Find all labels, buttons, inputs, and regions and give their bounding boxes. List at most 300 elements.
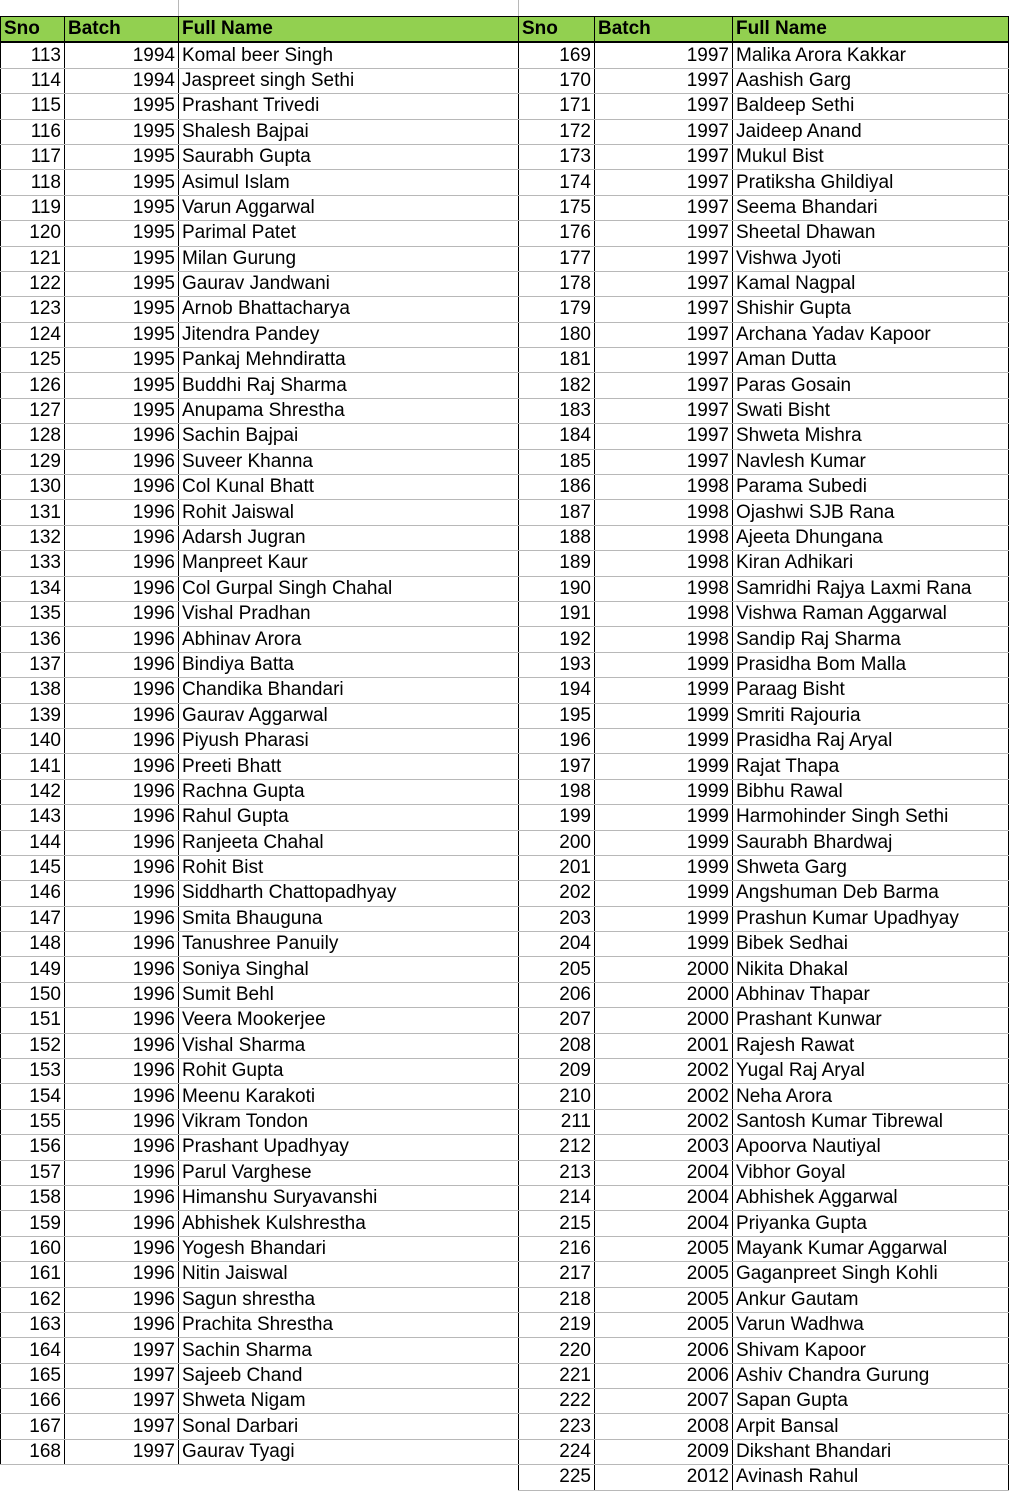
cell-batch[interactable]: 2003 [595,1135,733,1160]
cell-full-name[interactable]: Paras Gosain [733,373,1009,398]
cell-batch[interactable]: 1997 [65,1439,179,1464]
cell-full-name[interactable]: Harmohinder Singh Sethi [733,805,1009,830]
cell-full-name[interactable]: Parimal Patet [179,221,519,246]
cell-sno[interactable]: 215 [519,1211,595,1236]
cell-full-name[interactable]: Veera Mookerjee [179,1008,519,1033]
cell-batch[interactable]: 1996 [65,601,179,626]
cell-full-name[interactable]: Abhishek Kulshrestha [179,1211,519,1236]
cell-full-name[interactable]: Baldeep Sethi [733,94,1009,119]
cell-full-name[interactable]: Adarsh Jugran [179,525,519,550]
cell-batch[interactable]: 1998 [595,627,733,652]
cell-full-name[interactable]: Gaurav Tyagi [179,1439,519,1464]
cell-batch[interactable]: 2009 [595,1439,733,1464]
cell-sno[interactable]: 203 [519,906,595,931]
cell-sno[interactable]: 197 [519,754,595,779]
cell-sno[interactable]: 161 [1,1262,65,1287]
cell-full-name[interactable]: Parul Varghese [179,1160,519,1185]
cell-sno[interactable]: 172 [519,119,595,144]
cell-sno[interactable]: 120 [1,221,65,246]
cell-full-name[interactable]: Swati Bisht [733,398,1009,423]
cell-sno[interactable]: 225 [519,1465,595,1490]
header-sno[interactable]: Sno [1,17,65,43]
cell-batch[interactable]: 1995 [65,373,179,398]
cell-sno[interactable]: 191 [519,601,595,626]
cell-full-name[interactable]: Nitin Jaiswal [179,1262,519,1287]
cell-full-name[interactable]: Vishwa Jyoti [733,246,1009,271]
cell-full-name[interactable]: Prashant Trivedi [179,94,519,119]
cell-batch[interactable]: 1997 [595,144,733,169]
cell-batch[interactable]: 1994 [65,42,179,68]
cell-full-name[interactable]: Arpit Bansal [733,1414,1009,1439]
cell-full-name[interactable]: Aman Dutta [733,348,1009,373]
cell-sno[interactable]: 219 [519,1312,595,1337]
cell-sno[interactable]: 140 [1,728,65,753]
cell-full-name[interactable]: Dikshant Bhandari [733,1439,1009,1464]
cell-batch[interactable]: 1999 [595,830,733,855]
cell-sno[interactable]: 179 [519,297,595,322]
cell-batch[interactable]: 1997 [595,170,733,195]
cell-batch[interactable]: 1999 [595,779,733,804]
cell-batch[interactable]: 1995 [65,271,179,296]
cell-batch[interactable]: 1997 [65,1414,179,1439]
cell-full-name[interactable]: Col Kunal Bhatt [179,475,519,500]
cell-full-name[interactable]: Bibek Sedhai [733,932,1009,957]
cell-batch[interactable]: 1996 [65,805,179,830]
cell-full-name[interactable]: Prachita Shrestha [179,1312,519,1337]
cell-batch[interactable]: 2006 [595,1338,733,1363]
cell-batch[interactable]: 1999 [595,652,733,677]
cell-full-name[interactable]: Malika Arora Kakkar [733,42,1009,68]
cell-batch[interactable]: 1998 [595,525,733,550]
cell-sno[interactable]: 178 [519,271,595,296]
cell-batch[interactable]: 1996 [65,475,179,500]
cell-sno[interactable]: 199 [519,805,595,830]
cell-full-name[interactable]: Yogesh Bhandari [179,1236,519,1261]
cell-sno[interactable]: 182 [519,373,595,398]
cell-full-name[interactable]: Nikita Dhakal [733,957,1009,982]
cell-batch[interactable]: 1996 [65,500,179,525]
cell-batch[interactable]: 1997 [595,195,733,220]
cell-sno[interactable]: 149 [1,957,65,982]
cell-sno[interactable]: 151 [1,1008,65,1033]
cell-sno[interactable]: 214 [519,1185,595,1210]
cell-sno[interactable]: 150 [1,982,65,1007]
cell-sno[interactable]: 142 [1,779,65,804]
cell-batch[interactable]: 1996 [65,551,179,576]
cell-batch[interactable]: 1996 [65,728,179,753]
cell-sno[interactable]: 169 [519,42,595,68]
cell-sno[interactable]: 201 [519,855,595,880]
cell-sno[interactable]: 145 [1,855,65,880]
cell-batch[interactable]: 1996 [65,1236,179,1261]
cell-batch[interactable]: 1997 [595,68,733,93]
cell-sno[interactable]: 114 [1,68,65,93]
cell-full-name[interactable]: Shishir Gupta [733,297,1009,322]
cell-full-name[interactable]: Rohit Jaiswal [179,500,519,525]
cell-full-name[interactable]: Archana Yadav Kapoor [733,322,1009,347]
cell-full-name[interactable]: Samridhi Rajya Laxmi Rana [733,576,1009,601]
cell-batch[interactable]: 1998 [595,500,733,525]
cell-batch[interactable]: 2007 [595,1389,733,1414]
cell-batch[interactable]: 1996 [65,627,179,652]
cell-batch[interactable]: 2004 [595,1185,733,1210]
cell-sno[interactable]: 131 [1,500,65,525]
cell-full-name[interactable]: Abhinav Arora [179,627,519,652]
cell-full-name[interactable]: Sachin Bajpai [179,424,519,449]
cell-sno[interactable]: 162 [1,1287,65,1312]
cell-full-name[interactable]: Neha Arora [733,1084,1009,1109]
header-sno[interactable]: Sno [519,17,595,43]
cell-full-name[interactable]: Jitendra Pandey [179,322,519,347]
cell-batch[interactable]: 1996 [65,855,179,880]
cell-full-name[interactable]: Santosh Kumar Tibrewal [733,1109,1009,1134]
cell-batch[interactable]: 2005 [595,1287,733,1312]
cell-full-name[interactable]: Rohit Gupta [179,1059,519,1084]
cell-batch[interactable]: 1999 [595,703,733,728]
cell-batch[interactable]: 1999 [595,881,733,906]
cell-sno[interactable]: 168 [1,1439,65,1464]
cell-sno[interactable]: 135 [1,601,65,626]
cell-batch[interactable]: 1996 [65,932,179,957]
cell-full-name[interactable]: Jaspreet singh Sethi [179,68,519,93]
cell-batch[interactable]: 1996 [65,1033,179,1058]
cell-full-name[interactable]: Soniya Singhal [179,957,519,982]
cell-batch[interactable]: 1999 [595,805,733,830]
cell-sno[interactable]: 124 [1,322,65,347]
cell-full-name[interactable]: Vishal Pradhan [179,601,519,626]
cell-batch[interactable]: 1997 [595,297,733,322]
cell-batch[interactable]: 1995 [65,322,179,347]
cell-full-name[interactable]: Sachin Sharma [179,1338,519,1363]
cell-batch[interactable]: 1995 [65,195,179,220]
cell-full-name[interactable]: Navlesh Kumar [733,449,1009,474]
cell-batch[interactable]: 1997 [65,1338,179,1363]
cell-sno[interactable]: 156 [1,1135,65,1160]
cell-batch[interactable]: 1996 [65,1109,179,1134]
cell-sno[interactable]: 221 [519,1363,595,1388]
cell-batch[interactable]: 2005 [595,1312,733,1337]
cell-sno[interactable]: 146 [1,881,65,906]
cell-full-name[interactable]: Rajesh Rawat [733,1033,1009,1058]
cell-sno[interactable]: 222 [519,1389,595,1414]
cell-sno[interactable]: 190 [519,576,595,601]
cell-sno[interactable]: 129 [1,449,65,474]
cell-full-name[interactable]: Abhinav Thapar [733,982,1009,1007]
cell-full-name[interactable]: Pankaj Mehndiratta [179,348,519,373]
cell-sno[interactable]: 147 [1,906,65,931]
cell-full-name[interactable]: Vishwa Raman Aggarwal [733,601,1009,626]
cell-batch[interactable]: 1997 [595,94,733,119]
cell-full-name[interactable]: Bibhu Rawal [733,779,1009,804]
cell-sno[interactable]: 160 [1,1236,65,1261]
cell-sno[interactable]: 153 [1,1059,65,1084]
cell-sno[interactable]: 213 [519,1160,595,1185]
cell-sno[interactable]: 116 [1,119,65,144]
cell-sno[interactable]: 173 [519,144,595,169]
cell-sno[interactable]: 198 [519,779,595,804]
cell-batch[interactable]: 1995 [65,221,179,246]
cell-full-name[interactable]: Shweta Garg [733,855,1009,880]
cell-sno[interactable]: 174 [519,170,595,195]
cell-sno[interactable]: 167 [1,1414,65,1439]
header-full-name[interactable]: Full Name [179,17,519,43]
cell-full-name[interactable]: Asimul Islam [179,170,519,195]
cell-full-name[interactable]: Avinash Rahul [733,1465,1009,1490]
cell-sno[interactable]: 181 [519,348,595,373]
cell-sno[interactable]: 158 [1,1185,65,1210]
cell-full-name[interactable]: Gaurav Jandwani [179,271,519,296]
cell-full-name[interactable]: Tanushree Panuily [179,932,519,957]
cell-batch[interactable]: 2005 [595,1236,733,1261]
cell-full-name[interactable]: Saurabh Gupta [179,144,519,169]
cell-sno[interactable]: 141 [1,754,65,779]
cell-sno[interactable]: 159 [1,1211,65,1236]
cell-batch[interactable]: 2001 [595,1033,733,1058]
cell-sno[interactable]: 207 [519,1008,595,1033]
cell-batch[interactable]: 2004 [595,1211,733,1236]
cell-batch[interactable]: 1996 [65,1211,179,1236]
cell-batch[interactable]: 1995 [65,170,179,195]
cell-sno[interactable]: 218 [519,1287,595,1312]
cell-sno[interactable]: 143 [1,805,65,830]
cell-batch[interactable]: 1996 [65,1008,179,1033]
cell-full-name[interactable]: Piyush Pharasi [179,728,519,753]
cell-batch[interactable]: 1996 [65,881,179,906]
cell-sno[interactable]: 123 [1,297,65,322]
cell-batch[interactable]: 1996 [65,1185,179,1210]
cell-full-name[interactable]: Bindiya Batta [179,652,519,677]
cell-batch[interactable]: 1995 [65,246,179,271]
cell-sno[interactable]: 189 [519,551,595,576]
cell-full-name[interactable]: Gaganpreet Singh Kohli [733,1262,1009,1287]
cell-full-name[interactable]: Kiran Adhikari [733,551,1009,576]
cell-sno[interactable]: 152 [1,1033,65,1058]
cell-full-name[interactable]: Smita Bhauguna [179,906,519,931]
cell-batch[interactable]: 1996 [65,1287,179,1312]
cell-sno[interactable]: 117 [1,144,65,169]
cell-batch[interactable]: 1996 [65,830,179,855]
cell-batch[interactable]: 1996 [65,1312,179,1337]
cell-sno[interactable]: 176 [519,221,595,246]
cell-batch[interactable]: 1996 [65,652,179,677]
cell-full-name[interactable]: Komal beer Singh [179,42,519,68]
cell-batch[interactable]: 1995 [65,297,179,322]
cell-batch[interactable]: 1998 [595,551,733,576]
cell-full-name[interactable]: Yugal Raj Aryal [733,1059,1009,1084]
cell-batch[interactable]: 1995 [65,348,179,373]
cell-sno[interactable]: 166 [1,1389,65,1414]
cell-batch[interactable]: 1997 [595,348,733,373]
cell-batch[interactable]: 1997 [595,449,733,474]
cell-batch[interactable]: 1995 [65,144,179,169]
cell-sno[interactable]: 183 [519,398,595,423]
cell-full-name[interactable]: Vibhor Goyal [733,1160,1009,1185]
cell-full-name[interactable]: Prasidha Raj Aryal [733,728,1009,753]
cell-full-name[interactable]: Rajat Thapa [733,754,1009,779]
cell-batch[interactable]: 1999 [595,906,733,931]
cell-full-name[interactable]: Sandip Raj Sharma [733,627,1009,652]
cell-sno[interactable]: 164 [1,1338,65,1363]
cell-batch[interactable]: 1996 [65,957,179,982]
cell-full-name[interactable]: Prasidha Bom Malla [733,652,1009,677]
cell-batch[interactable]: 2006 [595,1363,733,1388]
cell-sno[interactable]: 184 [519,424,595,449]
cell-full-name[interactable]: Vishal Sharma [179,1033,519,1058]
cell-full-name[interactable]: Shalesh Bajpai [179,119,519,144]
cell-batch[interactable]: 1997 [595,221,733,246]
cell-sno[interactable]: 217 [519,1262,595,1287]
cell-full-name[interactable]: Smriti Rajouria [733,703,1009,728]
header-batch[interactable]: Batch [65,17,179,43]
cell-batch[interactable]: 1997 [595,398,733,423]
cell-sno[interactable]: 177 [519,246,595,271]
cell-full-name[interactable]: Preeti Bhatt [179,754,519,779]
cell-batch[interactable]: 1994 [65,68,179,93]
cell-full-name[interactable]: Milan Gurung [179,246,519,271]
cell-sno[interactable]: 175 [519,195,595,220]
cell-full-name[interactable]: Ankur Gautam [733,1287,1009,1312]
cell-sno[interactable]: 210 [519,1084,595,1109]
cell-batch[interactable]: 1999 [595,855,733,880]
cell-sno[interactable]: 192 [519,627,595,652]
cell-full-name[interactable]: Suveer Khanna [179,449,519,474]
cell-batch[interactable]: 2000 [595,957,733,982]
cell-sno[interactable]: 122 [1,271,65,296]
cell-batch[interactable]: 1999 [595,728,733,753]
cell-sno[interactable]: 157 [1,1160,65,1185]
cell-sno[interactable]: 128 [1,424,65,449]
cell-batch[interactable]: 1997 [595,424,733,449]
cell-sno[interactable]: 118 [1,170,65,195]
cell-sno[interactable]: 130 [1,475,65,500]
cell-batch[interactable]: 1996 [65,678,179,703]
cell-batch[interactable]: 2005 [595,1262,733,1287]
cell-full-name[interactable]: Vikram Tondon [179,1109,519,1134]
cell-full-name[interactable]: Ashiv Chandra Gurung [733,1363,1009,1388]
cell-sno[interactable]: 171 [519,94,595,119]
cell-full-name[interactable]: Buddhi Raj Sharma [179,373,519,398]
cell-sno[interactable]: 205 [519,957,595,982]
cell-batch[interactable]: 1997 [595,119,733,144]
cell-full-name[interactable]: Sheetal Dhawan [733,221,1009,246]
cell-full-name[interactable]: Gaurav Aggarwal [179,703,519,728]
cell-sno[interactable]: 155 [1,1109,65,1134]
cell-full-name[interactable]: Col Gurpal Singh Chahal [179,576,519,601]
cell-batch[interactable]: 1997 [595,246,733,271]
cell-sno[interactable]: 163 [1,1312,65,1337]
cell-full-name[interactable]: Seema Bhandari [733,195,1009,220]
cell-batch[interactable]: 2000 [595,982,733,1007]
cell-sno[interactable]: 187 [519,500,595,525]
cell-batch[interactable]: 2004 [595,1160,733,1185]
cell-batch[interactable]: 1997 [595,322,733,347]
cell-full-name[interactable]: Sagun shrestha [179,1287,519,1312]
cell-sno[interactable]: 211 [519,1109,595,1134]
cell-sno[interactable]: 119 [1,195,65,220]
cell-batch[interactable]: 2002 [595,1109,733,1134]
cell-sno[interactable]: 208 [519,1033,595,1058]
cell-full-name[interactable]: Ojashwi SJB Rana [733,500,1009,525]
cell-full-name[interactable]: Siddharth Chattopadhyay [179,881,519,906]
cell-batch[interactable]: 1997 [595,373,733,398]
cell-sno[interactable]: 127 [1,398,65,423]
cell-batch[interactable]: 1996 [65,449,179,474]
cell-batch[interactable]: 2000 [595,1008,733,1033]
cell-sno[interactable]: 165 [1,1363,65,1388]
header-full-name[interactable]: Full Name [733,17,1009,43]
cell-batch[interactable]: 2002 [595,1084,733,1109]
cell-sno[interactable]: 194 [519,678,595,703]
cell-full-name[interactable]: Paraag Bisht [733,678,1009,703]
cell-batch[interactable]: 1996 [65,906,179,931]
cell-full-name[interactable]: Prashun Kumar Upadhyay [733,906,1009,931]
cell-sno[interactable]: 180 [519,322,595,347]
cell-full-name[interactable]: Shweta Mishra [733,424,1009,449]
cell-full-name[interactable]: Sumit Behl [179,982,519,1007]
cell-sno[interactable]: 132 [1,525,65,550]
cell-sno[interactable]: 216 [519,1236,595,1261]
cell-full-name[interactable]: Rahul Gupta [179,805,519,830]
cell-sno[interactable]: 220 [519,1338,595,1363]
cell-sno[interactable]: 223 [519,1414,595,1439]
cell-sno[interactable]: 154 [1,1084,65,1109]
cell-sno[interactable]: 195 [519,703,595,728]
cell-sno[interactable]: 113 [1,42,65,68]
cell-full-name[interactable]: Shivam Kapoor [733,1338,1009,1363]
cell-sno[interactable]: 144 [1,830,65,855]
cell-batch[interactable]: 1999 [595,754,733,779]
cell-sno[interactable]: 188 [519,525,595,550]
cell-sno[interactable]: 136 [1,627,65,652]
cell-full-name[interactable]: Sapan Gupta [733,1389,1009,1414]
cell-full-name[interactable]: Kamal Nagpal [733,271,1009,296]
cell-sno[interactable]: 148 [1,932,65,957]
cell-batch[interactable]: 2002 [595,1059,733,1084]
cell-full-name[interactable]: Saurabh Bhardwaj [733,830,1009,855]
cell-batch[interactable]: 1996 [65,1262,179,1287]
cell-full-name[interactable]: Chandika Bhandari [179,678,519,703]
cell-batch[interactable]: 1996 [65,424,179,449]
cell-full-name[interactable]: Manpreet Kaur [179,551,519,576]
cell-full-name[interactable]: Arnob Bhattacharya [179,297,519,322]
cell-sno[interactable]: 126 [1,373,65,398]
cell-batch[interactable]: 1995 [65,119,179,144]
cell-batch[interactable]: 1996 [65,703,179,728]
cell-sno[interactable]: 170 [519,68,595,93]
cell-batch[interactable]: 1996 [65,1084,179,1109]
header-batch[interactable]: Batch [595,17,733,43]
cell-batch[interactable]: 1997 [65,1389,179,1414]
cell-sno[interactable]: 185 [519,449,595,474]
cell-full-name[interactable]: Parama Subedi [733,475,1009,500]
cell-full-name[interactable]: Ajeeta Dhungana [733,525,1009,550]
cell-batch[interactable]: 1996 [65,576,179,601]
cell-batch[interactable]: 1998 [595,576,733,601]
cell-sno[interactable]: 138 [1,678,65,703]
cell-sno[interactable]: 115 [1,94,65,119]
cell-batch[interactable]: 1995 [65,398,179,423]
cell-full-name[interactable]: Sajeeb Chand [179,1363,519,1388]
cell-batch[interactable]: 1997 [595,42,733,68]
cell-sno[interactable]: 133 [1,551,65,576]
cell-sno[interactable]: 121 [1,246,65,271]
cell-full-name[interactable]: Jaideep Anand [733,119,1009,144]
cell-full-name[interactable]: Meenu Karakoti [179,1084,519,1109]
cell-full-name[interactable]: Priyanka Gupta [733,1211,1009,1236]
cell-batch[interactable]: 1999 [595,932,733,957]
cell-sno[interactable]: 139 [1,703,65,728]
cell-batch[interactable]: 1996 [65,779,179,804]
